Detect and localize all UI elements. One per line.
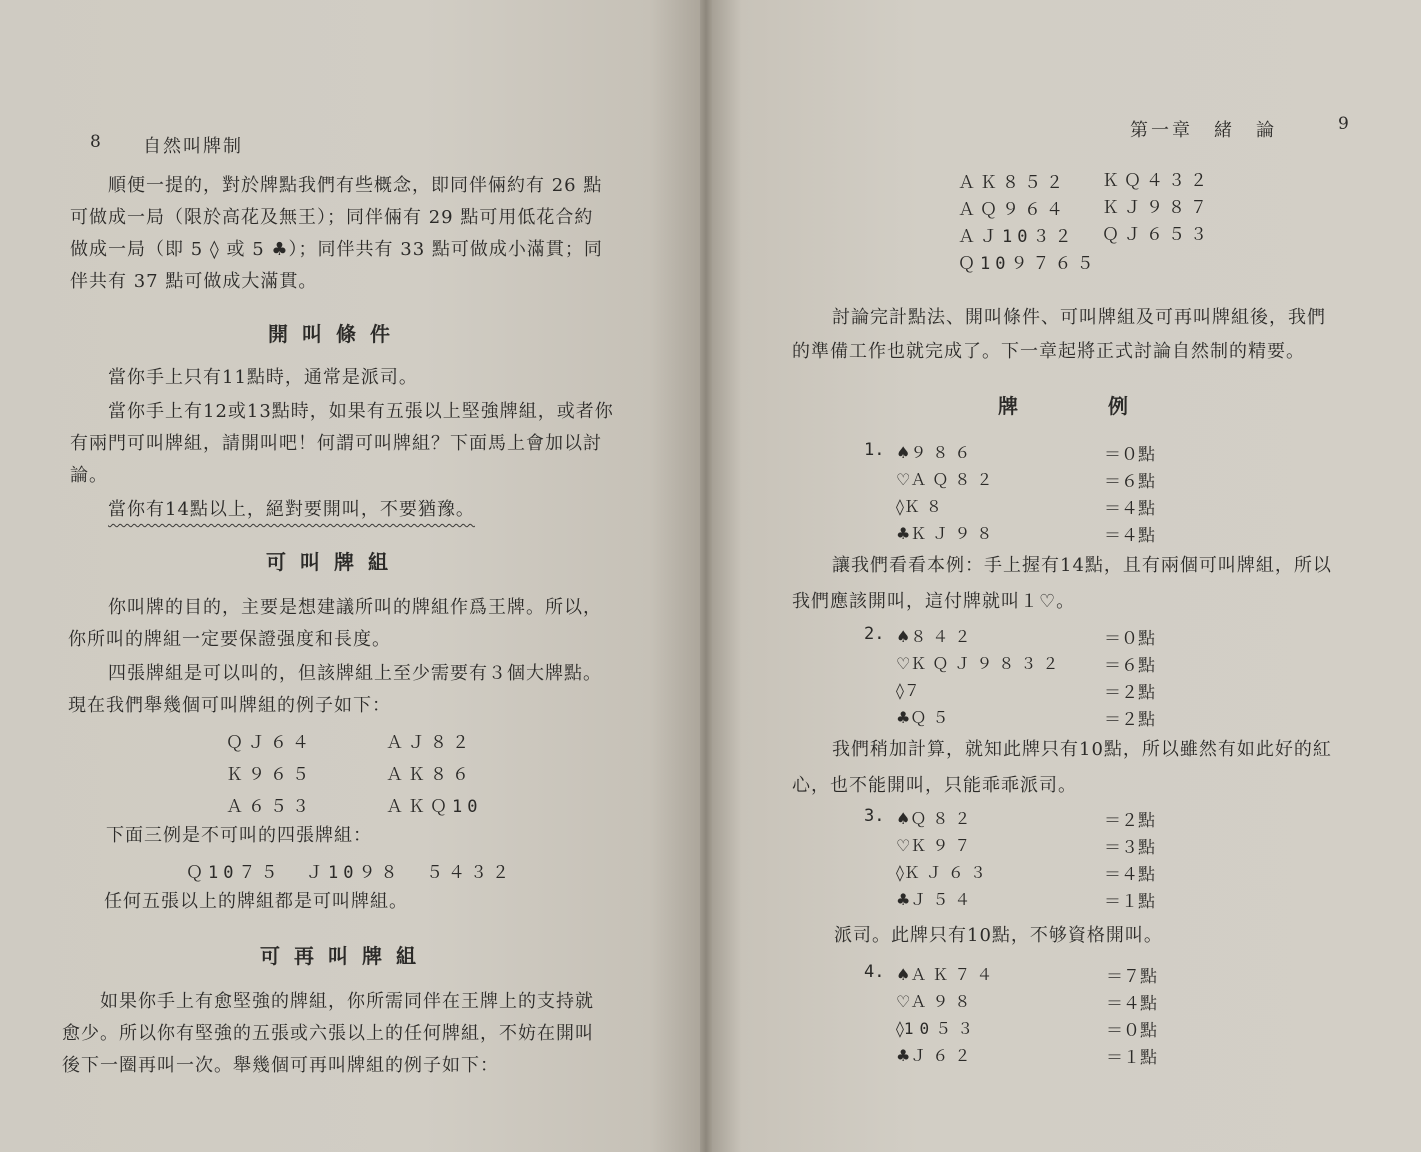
heart-icon: ♡: [896, 836, 911, 855]
diamond-icon: ◊: [896, 497, 904, 516]
hand-cards: Ｑ５: [910, 708, 955, 727]
hand-row: [896, 440, 976, 463]
hand-cards: 10５３: [903, 1019, 980, 1038]
hand-row: [896, 989, 976, 1012]
rebiddable-example: ＡＪ10３２: [958, 227, 1077, 247]
rebiddable-example: Ｑ10９７６５: [958, 254, 1099, 274]
left-page-number: 8: [90, 132, 101, 152]
heading-opening-requirements: 開叫條件: [268, 322, 404, 346]
example-number: 1.: [864, 440, 885, 460]
intro-line-2: 可做成一局（限於高花及無王）；同伴倆有 29 點可用低花合約: [70, 207, 594, 228]
intro-line-3: 做成一局（即 5 ◊ 或 5 ♣）；同伴共有 33 點可做成小滿貫；同: [70, 239, 603, 260]
hand-cards: Ｊ５４: [910, 890, 977, 909]
club-icon: ♣: [896, 708, 911, 727]
points-value: ＝６點: [1104, 472, 1155, 492]
heading-rebiddable-suits: 可再叫牌組: [260, 944, 430, 968]
hand-row: [896, 624, 976, 647]
rebiddable-example: ＡＫ８５２: [958, 173, 1068, 193]
heading-biddable-suits: 可叫牌組: [266, 550, 402, 574]
para-pass: 當你手上只有11點時，通常是派司。: [108, 367, 418, 388]
hand-row: [896, 1016, 979, 1039]
diamond-icon: ◊: [896, 1019, 904, 1038]
points-value: ＝１點: [1106, 1048, 1157, 1068]
points-value: ＝４點: [1104, 865, 1155, 885]
right-running-title: 第一章 緒 論: [1130, 120, 1277, 141]
left-running-title: 自然叫牌制: [143, 136, 243, 157]
points-value: ＝０點: [1104, 445, 1155, 465]
points-value: ＝３點: [1104, 838, 1155, 858]
diamond-icon: ◊: [896, 681, 904, 700]
club-icon: ♣: [896, 1046, 911, 1065]
intro-line-4: 伴共有 37 點可做成大滿貫。: [70, 271, 318, 292]
hand-row: [896, 962, 998, 985]
hand-cards: Ｑ８２: [910, 809, 977, 828]
spade-icon: ♠: [896, 443, 911, 462]
rebiddable-example: ＡＱ９６４: [958, 200, 1068, 220]
biddable-example: Ｋ９６５: [226, 765, 314, 785]
hand-cards: ７: [903, 681, 926, 700]
hand-cards: Ｊ６２: [910, 1046, 977, 1065]
unbiddable-example: Ｊ10９８: [306, 863, 403, 883]
biddable-example: ＱＪ６４: [226, 733, 314, 753]
hand-row: [896, 806, 976, 829]
para-rebid-line-2: 愈少。所以你有堅強的五張或六張以上的任何牌組，不妨在開叫: [62, 1023, 594, 1044]
points-value: ＝４點: [1104, 526, 1155, 546]
biddable-example: ＡＫＱ10: [386, 797, 483, 817]
heart-icon: ♡: [896, 654, 911, 673]
para-12-13-line-3: 論。: [70, 465, 108, 486]
example-comment-line: 心，也不能開叫，只能乖乖派司。: [792, 775, 1077, 796]
hand-cards: ＫＪ６３: [903, 863, 992, 882]
para-purpose-line-1: 你叫牌的目的，主要是想建議所叫的牌組作爲王牌。所以，: [108, 597, 602, 618]
para-12-13-line-1: 當你手上有12或13點時，如果有五張以上堅強牌組，或者你: [108, 401, 614, 422]
example-comment-line: 我們稍加計算，就知此牌只有10點，所以雖然有如此好的紅: [832, 739, 1332, 760]
points-value: ＝７點: [1106, 967, 1157, 987]
example-number: 4.: [864, 962, 885, 982]
para-rebid-line-1: 如果你手上有愈堅強的牌組，你所需同伴在王牌上的支持就: [100, 991, 594, 1012]
right-page-number: 9: [1338, 114, 1349, 134]
heart-icon: ♡: [896, 992, 911, 1011]
biddable-example: Ａ６５３: [226, 797, 314, 817]
points-value: ＝２點: [1104, 683, 1155, 703]
book-gutter: [700, 0, 712, 1152]
para-14-points: 當你有14點以上，絕對要開叫，不要猶豫。: [108, 499, 475, 520]
example-comment-line: 派司。此牌只有10點，不够資格開叫。: [834, 925, 1163, 946]
para-summary-line-2: 的準備工作也就完成了。下一章起將正式討論自然制的精要。: [792, 341, 1305, 362]
diamond-icon: ◊: [896, 863, 904, 882]
hand-row: [896, 521, 998, 544]
hand-cards: ＡＱ８２: [910, 470, 999, 489]
hand-cards: ８４２: [910, 627, 977, 646]
biddable-example: ＡＫ８６: [386, 765, 474, 785]
para-12-13-line-2: 有兩門可叫牌組，請開叫吧！何謂可叫牌組？下面馬上會加以討: [70, 433, 602, 454]
intro-line-1: 順便一提的，對於牌點我們有些概念，即同伴倆約有 26 點: [108, 175, 603, 196]
spade-icon: ♠: [896, 627, 911, 646]
para-examples-intro: 現在我們舉幾個可叫牌組的例子如下：: [68, 695, 391, 716]
example-comment-line: 讓我們看看本例：手上握有14點，且有兩個可叫牌組，所以: [832, 555, 1332, 576]
points-value: ＝０點: [1104, 629, 1155, 649]
rebiddable-example: ＱＪ６５３: [1102, 225, 1212, 245]
example-number: 2.: [864, 624, 885, 644]
points-value: ＝２點: [1104, 710, 1155, 730]
hand-cards: Ｋ８: [903, 497, 948, 516]
hand-row: [896, 467, 998, 490]
points-value: ＝６點: [1104, 656, 1155, 676]
points-value: ＝４點: [1104, 499, 1155, 519]
para-purpose-line-2: 你所叫的牌組一定要保證强度和長度。: [68, 629, 391, 650]
points-value: ＝１點: [1104, 892, 1155, 912]
hand-row: [896, 494, 948, 517]
points-value: ＝４點: [1106, 994, 1157, 1014]
para-summary-line-1: 討論完計點法、開叫條件、可叫牌組及可再叫牌組後，我們: [832, 307, 1326, 328]
hand-cards: Ｋ９７: [910, 836, 977, 855]
biddable-example: ＡＪ８２: [386, 733, 474, 753]
club-icon: ♣: [896, 890, 911, 909]
hand-row: [896, 651, 1064, 674]
hand-row: [896, 887, 976, 910]
hand-cards: ９８６: [910, 443, 977, 462]
hand-cards: ＫＱＪ９８３２: [910, 654, 1065, 673]
para-unbiddable-intro: 下面三例是不可叫的四張牌組：: [106, 825, 372, 846]
heading-hand-examples: 牌例: [998, 394, 1218, 418]
para-rebid-line-3: 後下一圈再叫一次。舉幾個可再叫牌組的例子如下：: [62, 1055, 499, 1076]
points-value: ＝２點: [1104, 811, 1155, 831]
left-page: [0, 0, 706, 1152]
spade-icon: ♠: [896, 809, 911, 828]
unbiddable-example: Ｑ10７５: [186, 863, 283, 883]
spade-icon: ♠: [896, 965, 911, 984]
hand-row: [896, 860, 992, 883]
para-five-card: 任何五張以上的牌組都是可叫牌組。: [104, 891, 408, 912]
rebiddable-example: ＫＱ４３２: [1102, 171, 1212, 191]
hand-cards: Ａ９８: [910, 992, 977, 1011]
example-number: 3.: [864, 806, 885, 826]
right-page: [706, 0, 1421, 1152]
hand-row: [896, 705, 954, 728]
unbiddable-example: ５４３２: [426, 863, 514, 883]
club-icon: ♣: [896, 524, 911, 543]
hand-cards: ＡＫ７４: [910, 965, 999, 984]
hand-row: [896, 1043, 976, 1066]
hand-cards: ＫＪ９８: [910, 524, 999, 543]
para-four-card: 四張牌組是可以叫的，但該牌組上至少需要有３個大牌點。: [108, 663, 602, 684]
hand-row: [896, 833, 976, 856]
hand-row: [896, 678, 926, 701]
heart-icon: ♡: [896, 470, 911, 489]
points-value: ＝０點: [1106, 1021, 1157, 1041]
rebiddable-example: ＫＪ９８７: [1102, 198, 1212, 218]
example-comment-line: 我們應該開叫，這付牌就叫１♡。: [792, 591, 1076, 612]
